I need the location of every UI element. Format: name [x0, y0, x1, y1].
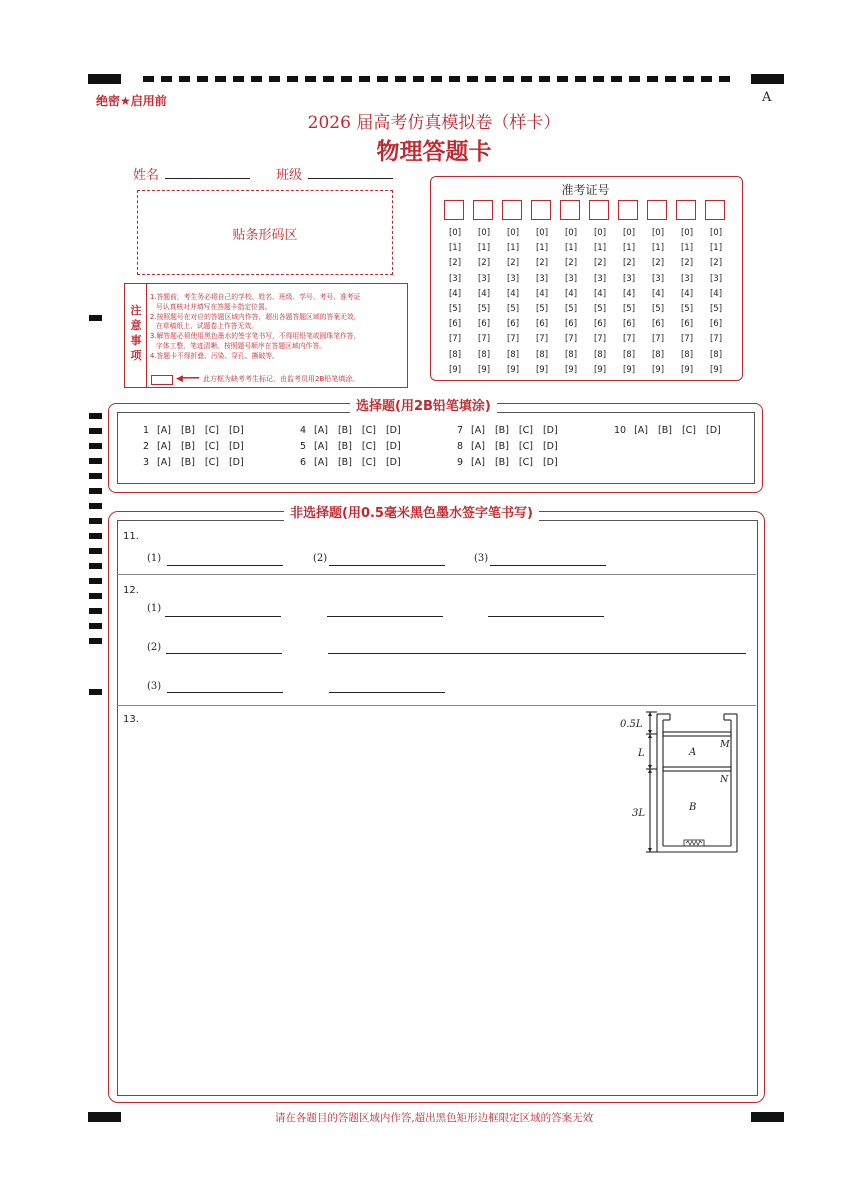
corner-mark-top-left — [88, 74, 121, 84]
side-mark — [89, 623, 102, 629]
admission-digit-bubble[interactable]: [8] — [593, 349, 607, 360]
admission-digit-bubble[interactable]: [4] — [448, 288, 462, 299]
choice-question-number: 10 — [614, 425, 627, 436]
admission-digit-box[interactable] — [531, 200, 551, 220]
admission-digit-bubble[interactable]: [9] — [506, 364, 520, 375]
admission-digit-bubble[interactable]: [7] — [535, 334, 549, 345]
q11-part-2: (2) — [313, 553, 328, 564]
side-mark — [89, 443, 102, 449]
admission-column — [704, 200, 728, 378]
side-mark — [89, 458, 102, 464]
admission-digit-bubble[interactable]: [2] — [506, 258, 520, 269]
admission-digit-bubble[interactable]: [5] — [622, 303, 636, 314]
admission-digit-bubble[interactable]: [3] — [477, 273, 491, 284]
choice-option-bubble[interactable]: [C] — [204, 457, 219, 468]
admission-digit-bubble[interactable]: [5] — [680, 303, 694, 314]
choice-question-number: 1 — [143, 425, 150, 436]
admission-digit-box[interactable] — [560, 200, 580, 220]
admission-digit-bubble[interactable]: [2] — [651, 258, 665, 269]
choice-option-bubble[interactable]: [A] — [471, 457, 485, 468]
choice-option-bubble[interactable]: [B] — [658, 425, 672, 436]
admission-digit-box[interactable] — [705, 200, 725, 220]
admission-digit-bubble[interactable]: [4] — [535, 288, 549, 299]
version-letter: A — [762, 90, 772, 105]
admission-digit-bubble[interactable]: [8] — [622, 349, 636, 360]
admission-column — [588, 200, 612, 378]
admission-digit-bubble[interactable]: [8] — [680, 349, 694, 360]
q13-answer-area[interactable] — [118, 730, 618, 1090]
admission-digit-bubble[interactable]: [8] — [448, 349, 462, 360]
admission-digit-box[interactable] — [589, 200, 609, 220]
admission-digit-bubble[interactable]: [1] — [564, 243, 578, 254]
choice-option-bubble[interactable]: [C] — [361, 425, 376, 436]
side-mark — [89, 548, 102, 554]
admission-digit-bubble[interactable]: [5] — [448, 303, 462, 314]
q12-answer-3b[interactable] — [329, 692, 445, 693]
admission-digit-bubble[interactable]: [9] — [651, 364, 665, 375]
q13-number: 13. — [123, 714, 139, 725]
admission-digit-bubble[interactable]: [0] — [593, 228, 607, 238]
choice-question-row — [143, 441, 244, 452]
admission-digit-bubble[interactable]: [3] — [593, 273, 607, 284]
side-mark — [89, 533, 102, 539]
side-mark — [89, 413, 102, 419]
q11-bottom-rule — [117, 574, 756, 575]
admission-title: 准考证号 — [561, 183, 610, 197]
choice-option-bubble[interactable]: [A] — [157, 425, 171, 436]
admission-digit-box[interactable] — [676, 200, 696, 220]
admission-digit-bubble[interactable]: [4] — [622, 288, 636, 299]
notice-item: 2.按照题号在对应的答题区域内作答，超出各题答题区域的答案无效， — [150, 312, 361, 321]
admission-digit-bubble[interactable]: [6] — [448, 319, 462, 330]
name-label: 姓名 — [133, 168, 160, 183]
footer-note: 请在各题目的答题区域内作答,超出黑色矩形边框限定区域的答案无效 — [274, 1112, 594, 1124]
admission-digit-bubble[interactable]: [5] — [651, 303, 665, 314]
admission-digit-bubble[interactable]: [6] — [651, 319, 665, 330]
admission-digit-bubble[interactable]: [2] — [680, 258, 694, 269]
label-05L: 0.5L — [620, 719, 643, 730]
admission-digit-box[interactable] — [473, 200, 493, 220]
q11-answer-3[interactable] — [490, 565, 606, 566]
admission-digit-bubble[interactable]: [1] — [535, 243, 549, 254]
admission-digit-bubble[interactable]: [4] — [593, 288, 607, 299]
choice-option-bubble[interactable]: [C] — [204, 441, 219, 452]
choice-option-bubble[interactable]: [A] — [157, 457, 171, 468]
admission-digit-bubble[interactable]: [4] — [506, 288, 520, 299]
choice-option-bubble[interactable]: [B] — [494, 441, 509, 452]
admission-digit-bubble[interactable]: [9] — [622, 364, 636, 375]
q12-answer-3a[interactable] — [167, 692, 283, 693]
admission-digit-bubble[interactable]: [1] — [593, 243, 607, 254]
choice-question-number: 5 — [300, 441, 307, 452]
admission-digit-bubble[interactable]: [8] — [651, 349, 665, 360]
choice-question-number: 7 — [457, 425, 464, 436]
choice-option-bubble[interactable]: [C] — [681, 425, 696, 436]
nonchoice-title: 非选择题(用0.5毫米黑色墨水签字笔书写) — [284, 502, 539, 521]
timing-dash-row — [143, 76, 733, 82]
admission-digit-bubble[interactable]: [6] — [593, 319, 607, 330]
admission-digit-bubble[interactable]: [3] — [506, 273, 520, 284]
side-mark — [89, 428, 102, 434]
name-field[interactable] — [165, 178, 250, 179]
choice-option-bubble[interactable]: [A] — [157, 441, 171, 452]
admission-digit-bubble[interactable]: [8] — [535, 349, 549, 360]
choice-option-bubble[interactable]: [D] — [228, 425, 244, 436]
choice-question-row — [143, 457, 244, 468]
label-B: B — [689, 802, 697, 813]
admission-digit-bubble[interactable]: [9] — [593, 364, 607, 375]
admission-digit-bubble[interactable]: [3] — [622, 273, 636, 284]
choice-option-bubble[interactable]: [A] — [471, 425, 485, 436]
side-mark — [89, 473, 102, 479]
admission-column — [501, 200, 525, 378]
choice-option-bubble[interactable]: [D] — [385, 441, 401, 452]
q12-part-1: (1) — [147, 603, 162, 614]
admission-digit-bubble[interactable]: [7] — [593, 334, 607, 345]
admission-digit-bubble[interactable]: [3] — [535, 273, 549, 284]
side-mark — [89, 315, 102, 321]
admission-digit-bubble[interactable]: [6] — [709, 319, 723, 330]
choice-option-bubble[interactable]: [A] — [471, 441, 485, 452]
choice-option-bubble[interactable]: [D] — [542, 457, 558, 468]
choice-question-row — [300, 425, 401, 436]
admission-digit-bubble[interactable]: [7] — [622, 334, 636, 345]
admission-column — [646, 200, 670, 378]
q12-number: 12. — [123, 585, 139, 596]
q12-answer-2b[interactable] — [328, 653, 746, 654]
admission-digit-bubble[interactable]: [0] — [535, 228, 549, 238]
choice-option-bubble[interactable]: [D] — [542, 441, 558, 452]
admission-digit-bubble[interactable]: [1] — [709, 243, 723, 254]
side-mark — [89, 638, 102, 644]
corner-mark-top-right — [751, 74, 784, 84]
admission-digit-bubble[interactable]: [6] — [477, 319, 491, 330]
admission-column — [472, 200, 496, 378]
admission-digit-bubble[interactable]: [4] — [564, 288, 578, 299]
choice-question-number: 3 — [143, 457, 150, 468]
label-N: N — [720, 774, 729, 785]
admission-digit-bubble[interactable]: [0] — [448, 228, 462, 238]
admission-digit-box[interactable] — [618, 200, 638, 220]
side-mark — [89, 488, 102, 494]
admission-digit-bubble[interactable]: [6] — [564, 319, 578, 330]
admission-digit-bubble[interactable]: [9] — [680, 364, 694, 375]
side-mark — [89, 593, 102, 599]
admission-digit-bubble[interactable]: [2] — [535, 258, 549, 269]
choice-question-number: 4 — [300, 425, 307, 436]
admission-digit-bubble[interactable]: [5] — [593, 303, 607, 314]
side-mark — [89, 608, 102, 614]
choice-option-bubble[interactable]: [D] — [385, 457, 401, 468]
choice-option-bubble[interactable]: [C] — [518, 425, 533, 436]
notice-item: 4.答题卡不得折叠、污染、穿孔、撕破等。 — [150, 351, 279, 360]
admission-digit-bubble[interactable]: [3] — [680, 273, 694, 284]
choice-option-bubble[interactable]: [C] — [361, 457, 376, 468]
admission-digit-bubble[interactable]: [1] — [680, 243, 694, 254]
q11-part-1: (1) — [147, 553, 162, 564]
choice-question-row — [457, 425, 558, 436]
notice-divider — [146, 283, 147, 387]
admission-digit-bubble[interactable]: [2] — [622, 258, 636, 269]
class-label: 班级 — [276, 168, 303, 183]
choice-option-bubble[interactable]: [C] — [204, 425, 219, 436]
label-3L: 3L — [632, 808, 646, 819]
choice-option-bubble[interactable]: [D] — [542, 425, 558, 436]
admission-digit-bubble[interactable]: [1] — [506, 243, 520, 254]
choice-option-bubble[interactable]: [A] — [314, 425, 328, 436]
absent-mark-box[interactable] — [151, 375, 173, 385]
choice-option-bubble[interactable]: [B] — [337, 441, 352, 452]
admission-digit-bubble[interactable]: [1] — [622, 243, 636, 254]
q12-answer-1c[interactable] — [488, 616, 604, 617]
admission-digit-bubble[interactable]: [9] — [535, 364, 549, 375]
admission-digit-bubble[interactable]: [7] — [564, 334, 578, 345]
admission-digit-bubble[interactable]: [6] — [622, 319, 636, 330]
choice-option-bubble[interactable]: [A] — [314, 457, 328, 468]
choice-option-bubble[interactable]: [B] — [180, 457, 195, 468]
admission-digit-bubble[interactable]: [4] — [709, 288, 723, 299]
choice-question-row — [614, 425, 721, 436]
choice-question-row — [457, 457, 558, 468]
q11-number: 11. — [123, 531, 139, 542]
notice-items — [150, 293, 402, 362]
choice-option-bubble[interactable]: [B] — [494, 425, 509, 436]
admission-column — [559, 200, 583, 378]
admission-digit-bubble[interactable]: [2] — [593, 258, 607, 269]
admission-digit-bubble[interactable]: [4] — [651, 288, 665, 299]
admission-digit-bubble[interactable]: [5] — [535, 303, 549, 314]
admission-digit-box[interactable] — [444, 200, 464, 220]
notice-item: 1.答题前，考生务必将自己的学校、姓名、班级、学号、考号、准考证 — [150, 293, 361, 301]
admission-digit-bubble[interactable]: [8] — [506, 349, 520, 360]
admission-digit-bubble[interactable]: [7] — [680, 334, 694, 345]
choice-option-bubble[interactable]: [D] — [706, 425, 721, 436]
side-mark — [89, 563, 102, 569]
choice-question-number: 2 — [143, 441, 150, 452]
choice-title: 选择题(用2B铅笔填涂) — [350, 395, 497, 414]
notice-item: 在草稿纸上、试题卷上作答无效。 — [156, 322, 258, 331]
choice-question-number: 8 — [457, 441, 464, 452]
admission-column — [530, 200, 554, 378]
admission-digit-bubble[interactable]: [3] — [564, 273, 578, 284]
admission-digit-bubble[interactable]: [2] — [564, 258, 578, 269]
arrow-left-icon: ◀━━━ — [176, 374, 200, 384]
notice-heading — [128, 303, 144, 363]
barcode-label: 贴条形码区 — [232, 228, 298, 243]
admission-digit-bubble[interactable]: [7] — [448, 334, 462, 345]
admission-digit-bubble[interactable]: [5] — [709, 303, 723, 314]
choice-question-row — [300, 441, 401, 452]
side-mark — [89, 518, 102, 524]
label-A: A — [689, 747, 697, 758]
q12-part-2: (2) — [147, 642, 162, 653]
cylinder-figure — [612, 706, 747, 858]
admission-digit-bubble[interactable]: [4] — [477, 288, 491, 299]
side-mark — [89, 578, 102, 584]
notice-item: 3.解答题必须使用黑色墨水的签字笔书写，不得用铅笔或圆珠笔作答， — [150, 332, 361, 341]
admission-digit-bubble[interactable]: [2] — [477, 258, 491, 269]
q12-answer-2a[interactable] — [166, 653, 282, 654]
choice-question-number: 6 — [300, 457, 307, 468]
choice-option-bubble[interactable]: [B] — [494, 457, 509, 468]
admission-digit-bubble[interactable]: [0] — [506, 228, 520, 238]
confidential-label: 绝密★启用前 — [96, 94, 167, 108]
admission-digit-bubble[interactable]: [3] — [709, 273, 723, 284]
admission-column — [617, 200, 641, 378]
notice-heading-text: 注意事项 — [130, 304, 142, 362]
absent-note: 此方框为缺考考生标记，由监考员用2B铅笔填涂。 — [203, 375, 360, 383]
exam-subtitle: 物理答题卡 — [376, 139, 492, 165]
q11-part-3: (3) — [474, 553, 489, 564]
admission-digit-bubble[interactable]: [3] — [448, 273, 462, 284]
admission-digit-bubble[interactable]: [8] — [477, 349, 491, 360]
admission-digit-bubble[interactable]: [3] — [651, 273, 665, 284]
admission-digit-bubble[interactable]: [9] — [709, 364, 723, 375]
choice-question-row — [143, 425, 244, 436]
q11-answer-1[interactable] — [167, 565, 283, 566]
choice-question-row — [300, 457, 401, 468]
choice-option-bubble[interactable]: [D] — [385, 425, 401, 436]
admission-digit-bubble[interactable]: [0] — [709, 228, 723, 238]
admission-digit-bubble[interactable]: [6] — [535, 319, 549, 330]
choice-option-bubble[interactable]: [B] — [180, 441, 195, 452]
side-mark — [89, 689, 102, 695]
q12-part-3: (3) — [147, 681, 162, 692]
admission-column — [443, 200, 467, 378]
admission-digit-bubble[interactable]: [9] — [448, 364, 462, 375]
admission-digit-bubble[interactable]: [7] — [651, 334, 665, 345]
choice-option-bubble[interactable]: [C] — [518, 457, 533, 468]
admission-column — [675, 200, 699, 378]
q12-answer-1b[interactable] — [327, 616, 443, 617]
admission-digit-bubble[interactable]: [0] — [680, 228, 694, 238]
admission-digit-bubble[interactable]: [4] — [680, 288, 694, 299]
admission-digit-bubble[interactable]: [2] — [709, 258, 723, 269]
admission-digit-bubble[interactable]: [2] — [448, 258, 462, 269]
admission-digit-bubble[interactable]: [7] — [506, 334, 520, 345]
admission-digit-bubble[interactable]: [0] — [622, 228, 636, 238]
notice-item: 字体工整、笔迹清晰。按照题号顺序在答题区域内作答。 — [156, 341, 326, 350]
label-L: L — [638, 748, 645, 759]
choice-option-bubble[interactable]: [B] — [337, 457, 352, 468]
choice-option-bubble[interactable]: [A] — [634, 425, 649, 436]
admission-digit-bubble[interactable]: [1] — [651, 243, 665, 254]
admission-digit-bubble[interactable]: [0] — [651, 228, 665, 238]
admission-digit-bubble[interactable]: [7] — [709, 334, 723, 345]
q12-answer-1a[interactable] — [165, 616, 281, 617]
choice-question-number: 9 — [457, 457, 464, 468]
admission-digit-box[interactable] — [647, 200, 667, 220]
admission-digit-bubble[interactable]: [6] — [680, 319, 694, 330]
admission-digit-bubble[interactable]: [5] — [564, 303, 578, 314]
label-M: M — [720, 739, 730, 750]
choice-option-bubble[interactable]: [C] — [518, 441, 533, 452]
admission-digit-bubble[interactable]: [7] — [477, 334, 491, 345]
choice-option-bubble[interactable]: [C] — [361, 441, 376, 452]
side-mark — [89, 503, 102, 509]
admission-digit-bubble[interactable]: [8] — [564, 349, 578, 360]
admission-digit-bubble[interactable]: [0] — [477, 228, 491, 238]
q11-answer-2[interactable] — [329, 565, 445, 566]
choice-question-row — [457, 441, 558, 452]
admission-digit-bubble[interactable]: [1] — [477, 243, 491, 254]
choice-option-bubble[interactable]: [B] — [337, 425, 352, 436]
choice-option-bubble[interactable]: [A] — [314, 441, 328, 452]
admission-digit-bubble[interactable]: [5] — [506, 303, 520, 314]
admission-digit-box[interactable] — [502, 200, 522, 220]
exam-title: 2026 届高考仿真模拟卷（样卡） — [307, 113, 561, 133]
class-field[interactable] — [308, 178, 393, 179]
choice-option-bubble[interactable]: [D] — [228, 441, 244, 452]
choice-option-bubble[interactable]: [B] — [180, 425, 195, 436]
choice-option-bubble[interactable]: [D] — [228, 457, 244, 468]
admission-digit-bubble[interactable]: [0] — [564, 228, 578, 238]
admission-digit-bubble[interactable]: [9] — [564, 364, 578, 375]
admission-digit-bubble[interactable]: [9] — [477, 364, 491, 375]
admission-digit-bubble[interactable]: [8] — [709, 349, 723, 360]
admission-digit-bubble[interactable]: [6] — [506, 319, 520, 330]
admission-digit-bubble[interactable]: [5] — [477, 303, 491, 314]
barcode-area — [137, 190, 393, 275]
notice-item: 号认真核对并填写在答题卡指定位置。 — [156, 302, 272, 311]
admission-digit-bubble[interactable]: [1] — [448, 243, 462, 254]
